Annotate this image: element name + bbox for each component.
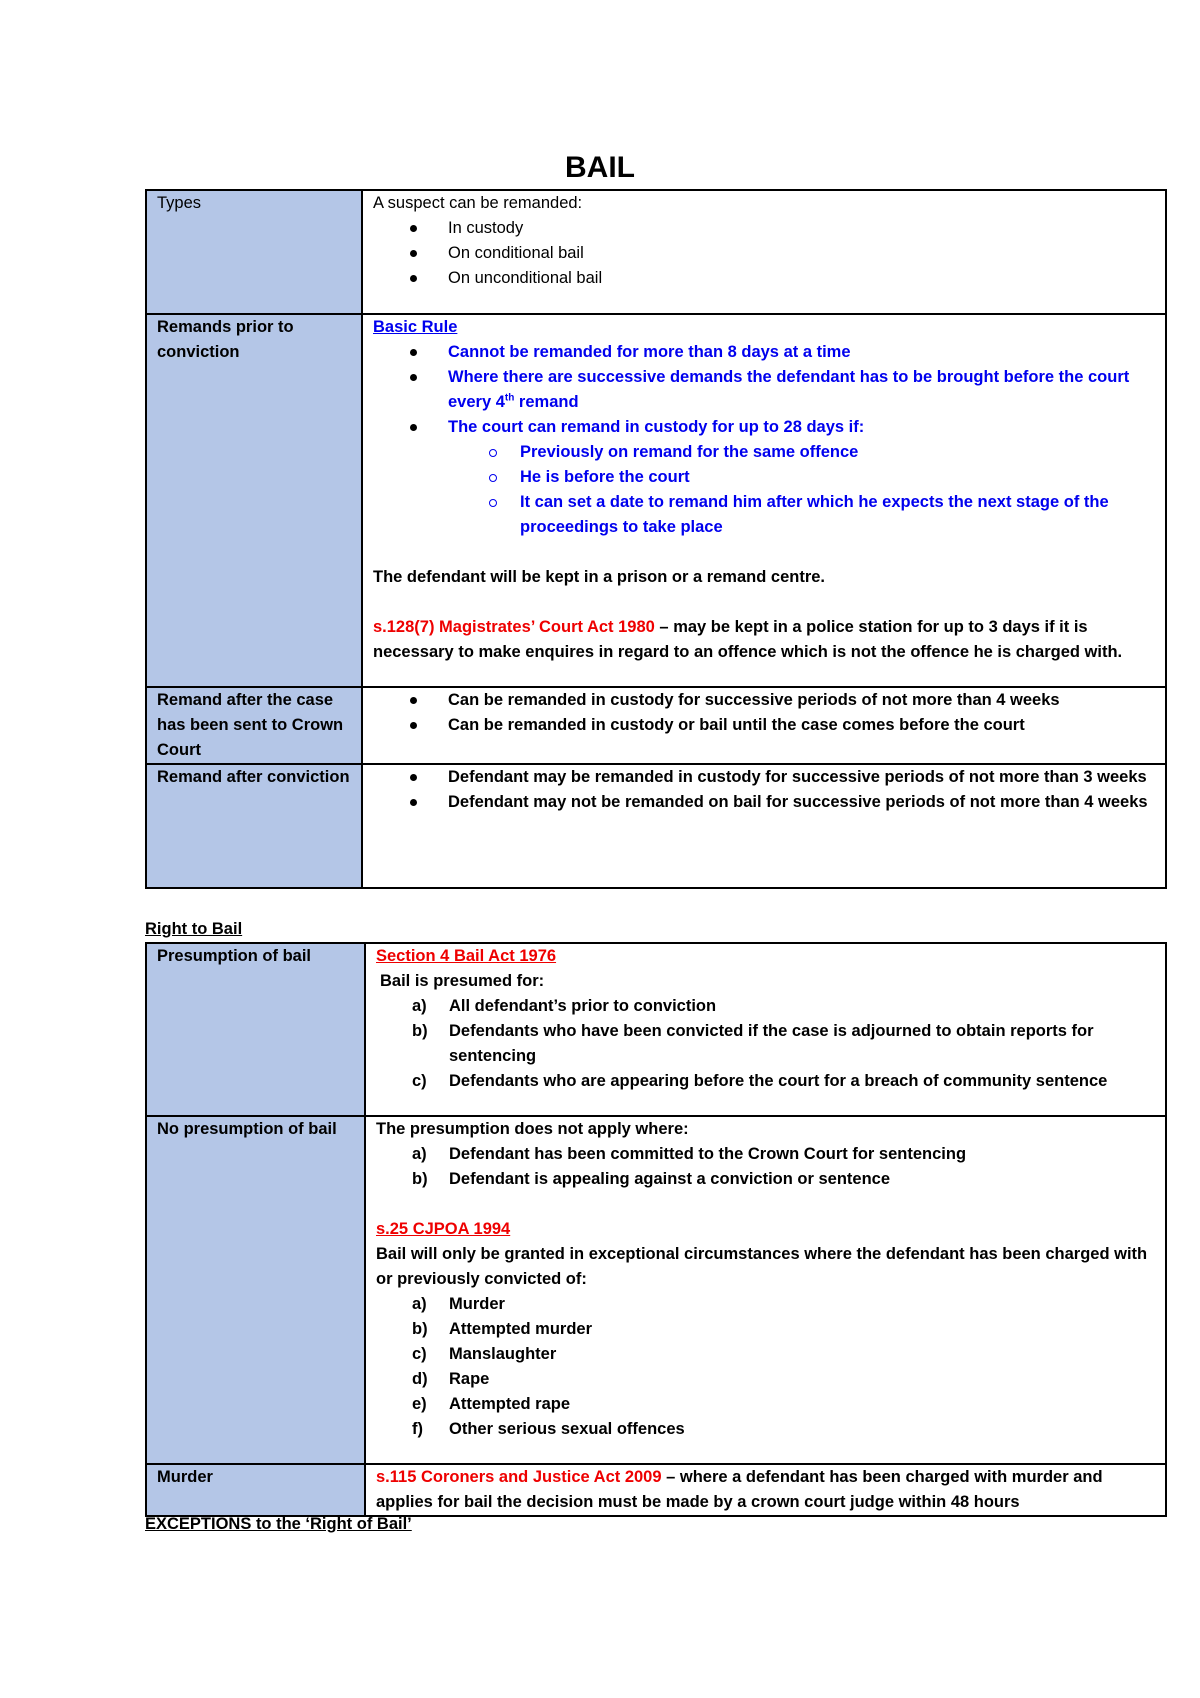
- table-row: [146, 190, 1166, 314]
- basic-rule-list: [373, 340, 1155, 440]
- list-item: [373, 365, 1155, 415]
- right-to-bail-table: [145, 942, 1167, 1517]
- list-item-text: All defendant’s prior to conviction: [449, 997, 717, 1015]
- table-row: [146, 314, 1166, 687]
- row-content: [362, 764, 1166, 888]
- list-item-text: Defendants who are appearing before the court for a breach of community sentence: [449, 1072, 1108, 1090]
- statute-text: Bail will only be granted in exceptional circumstances where the defendant has been charged with or previously convicted of:: [376, 1245, 1148, 1288]
- list-item: [376, 1019, 1155, 1069]
- row-label: Remands prior to conviction: [146, 314, 362, 687]
- row-content: [365, 943, 1166, 1116]
- list-item: [376, 1292, 1155, 1317]
- list-marker: a): [412, 1295, 427, 1313]
- presumption-intro: Bail is presumed for:: [380, 972, 545, 990]
- list-item-text: Defendant has been committed to the Crown Court for sentencing: [449, 1145, 967, 1163]
- list-item: The court can remand in custody for up to 28 days if:: [373, 415, 1155, 440]
- row-content: [365, 1464, 1166, 1516]
- row-label: Types: [146, 190, 362, 314]
- list-item: [376, 1142, 1155, 1167]
- list-marker: a): [412, 997, 427, 1015]
- row-label: Presumption of bail: [146, 943, 365, 1116]
- remand-after-list: [373, 765, 1155, 815]
- list-marker: c): [412, 1345, 427, 1363]
- row-label: No presumption of bail: [146, 1116, 365, 1464]
- list-item: [376, 1167, 1155, 1192]
- list-item-text: Attempted rape: [449, 1395, 571, 1413]
- list-item: [376, 1342, 1155, 1367]
- row-label: Remand after the case has been sent to Crown Court: [146, 687, 362, 764]
- table-row: [146, 1464, 1166, 1516]
- row-content: [362, 190, 1166, 314]
- offences-list: [376, 1292, 1155, 1442]
- list-item: On unconditional bail: [373, 266, 1155, 291]
- statute-reference: s.115 Coroners and Justice Act 2009: [376, 1468, 662, 1486]
- condition-sublist: [373, 440, 1155, 540]
- remand-sent-list: [373, 688, 1155, 738]
- list-marker: b): [412, 1320, 428, 1338]
- list-item: [376, 1392, 1155, 1417]
- list-marker: b): [412, 1170, 428, 1188]
- kept-text: The defendant will be kept in a prison or a remand centre.: [373, 568, 826, 586]
- page-title: BAIL: [565, 151, 635, 184]
- types-list: [373, 216, 1155, 291]
- basic-rule-heading: Basic Rule: [373, 318, 458, 336]
- list-item-text: Defendants who have been convicted if the case is adjourned to obtain reports for sentencing: [449, 1022, 1094, 1065]
- exceptions-heading: EXCEPTIONS to the ‘Right of Bail’: [145, 1515, 412, 1533]
- list-item: [376, 1417, 1155, 1442]
- list-marker: b): [412, 1022, 428, 1040]
- list-item: Defendant may be remanded in custody for successive periods of not more than 3 weeks: [373, 765, 1155, 790]
- statute-text: – may be kept in a police station for up to 3 days if it is necessary to make enquires in regard to an offence which is not the offence he is charged with.: [373, 618, 1123, 661]
- statute-reference: Section 4 Bail Act 1976: [376, 947, 557, 965]
- statute-reference: s.25 CJPOA 1994: [376, 1220, 511, 1238]
- no-presumption-list: [376, 1142, 1155, 1192]
- table-row: [146, 764, 1166, 888]
- list-item-text: Defendant is appealing against a conviction or sentence: [449, 1170, 891, 1188]
- list-item: [376, 1317, 1155, 1342]
- list-marker: f): [412, 1420, 423, 1438]
- list-item: Previously on remand for the same offence: [373, 440, 1155, 465]
- list-item-text: Attempted murder: [449, 1320, 593, 1338]
- list-item-text: Murder: [449, 1295, 505, 1313]
- list-marker: c): [412, 1072, 427, 1090]
- row-content: [362, 687, 1166, 764]
- table-row: [146, 1116, 1166, 1464]
- list-item: He is before the court: [373, 465, 1155, 490]
- row-label: Murder: [146, 1464, 365, 1516]
- statute-text: – where a defendant has been charged with murder and applies for bail the decision must be made by a crown court judge within 48 hours: [376, 1468, 1103, 1511]
- list-item: Cannot be remanded for more than 8 days at a time: [373, 340, 1155, 365]
- statute-reference: s.128(7) Magistrates’ Court Act 1980: [373, 618, 655, 636]
- list-marker: d): [412, 1370, 428, 1388]
- list-item-text: Rape: [449, 1370, 490, 1388]
- row-content: [362, 314, 1166, 687]
- superscript: th: [504, 392, 515, 404]
- remand-table: [145, 189, 1167, 889]
- list-item-text: Where there are successive demands the defendant has to be brought before the court every 4: [448, 368, 1130, 411]
- list-item: On conditional bail: [373, 241, 1155, 266]
- list-item: Can be remanded in custody for successive periods of not more than 4 weeks: [373, 688, 1155, 713]
- row-content: [365, 1116, 1166, 1464]
- table-row: [146, 687, 1166, 764]
- list-item: [376, 1069, 1155, 1094]
- row-label: Remand after conviction: [146, 764, 362, 888]
- statute-paragraph: [373, 615, 1155, 665]
- list-item: [376, 1367, 1155, 1392]
- right-to-bail-heading: Right to Bail: [145, 920, 243, 938]
- list-item-text: Other serious sexual offences: [449, 1420, 685, 1438]
- types-intro: A suspect can be remanded:: [373, 194, 583, 212]
- list-item: Can be remanded in custody or bail until the case comes before the court: [373, 713, 1155, 738]
- no-presumption-intro: The presumption does not apply where:: [376, 1120, 689, 1138]
- list-item: It can set a date to remand him after which he expects the next stage of the proceedings to take place: [373, 490, 1155, 540]
- list-item-text: remand: [514, 393, 579, 411]
- list-item: Defendant may not be remanded on bail for successive periods of not more than 4 weeks: [373, 790, 1155, 815]
- list-item: [376, 994, 1155, 1019]
- list-item-text: Manslaughter: [449, 1345, 557, 1363]
- list-marker: a): [412, 1145, 427, 1163]
- table-row: [146, 943, 1166, 1116]
- list-item: In custody: [373, 216, 1155, 241]
- presumption-list: [376, 994, 1155, 1094]
- list-marker: e): [412, 1395, 427, 1413]
